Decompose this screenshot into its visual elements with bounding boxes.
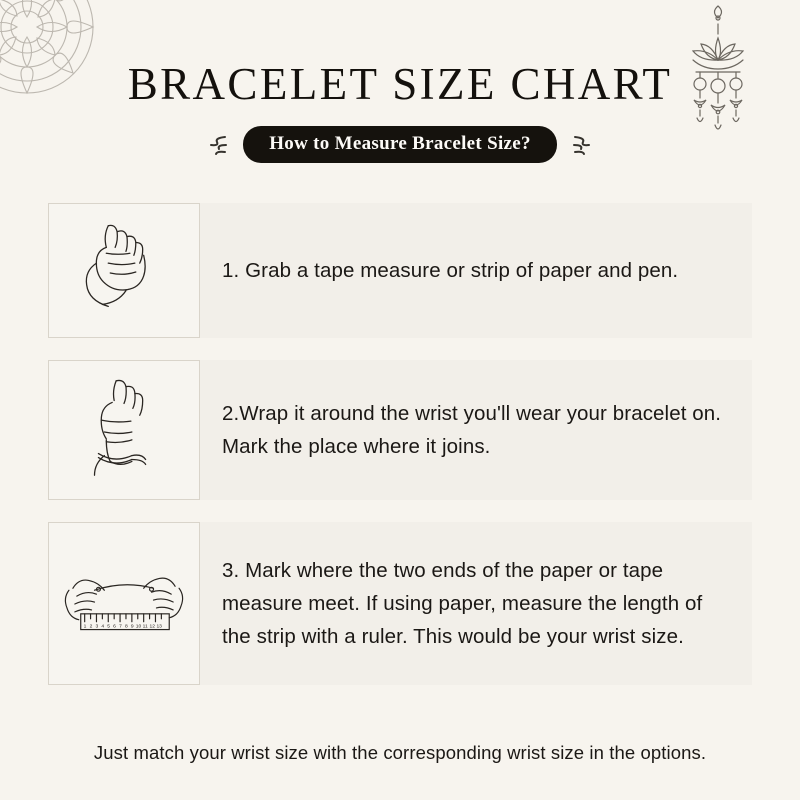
hand-wrist-wrap-illustration xyxy=(48,360,200,500)
svg-text:10: 10 xyxy=(135,624,142,630)
list-item xyxy=(48,203,752,338)
svg-text:5: 5 xyxy=(107,624,111,630)
subtitle-row xyxy=(0,126,800,163)
svg-text:9: 9 xyxy=(130,624,134,630)
svg-text:1: 1 xyxy=(83,624,87,630)
svg-text:7: 7 xyxy=(119,624,122,630)
list-item xyxy=(48,522,752,685)
svg-text:6: 6 xyxy=(113,624,116,630)
ruler-measuring-illustration xyxy=(48,522,200,685)
steps-list xyxy=(0,203,800,707)
step-text: 1. Grab a tape measure or strip of paper and pen. xyxy=(222,258,679,282)
svg-text:13: 13 xyxy=(156,624,162,630)
step-text: 2.Wrap it around the wrist you'll wear your bracelet on. Mark the place where it joins. xyxy=(222,401,722,458)
svg-text:4: 4 xyxy=(101,624,105,630)
svg-text:11: 11 xyxy=(142,624,148,630)
flourish-icon xyxy=(569,132,595,158)
page-title: BRACELET SIZE CHART xyxy=(127,59,673,109)
step-text: 3. Mark where the two ends of the paper or tape measure meet. If using paper, measure the length of the strip with a ruler. This would be your wrist size. xyxy=(222,558,703,649)
list-item xyxy=(48,360,752,500)
flourish-icon xyxy=(205,132,231,158)
svg-text:8: 8 xyxy=(124,624,128,630)
svg-text:12: 12 xyxy=(149,624,156,630)
footer-note: Just match your wrist size with the corresponding wrist size in the options. xyxy=(93,742,707,763)
svg-text:3: 3 xyxy=(95,624,99,630)
hand-fist-illustration xyxy=(48,203,200,338)
subtitle-pill: How to Measure Bracelet Size? xyxy=(243,126,557,163)
svg-text:2: 2 xyxy=(89,624,93,630)
